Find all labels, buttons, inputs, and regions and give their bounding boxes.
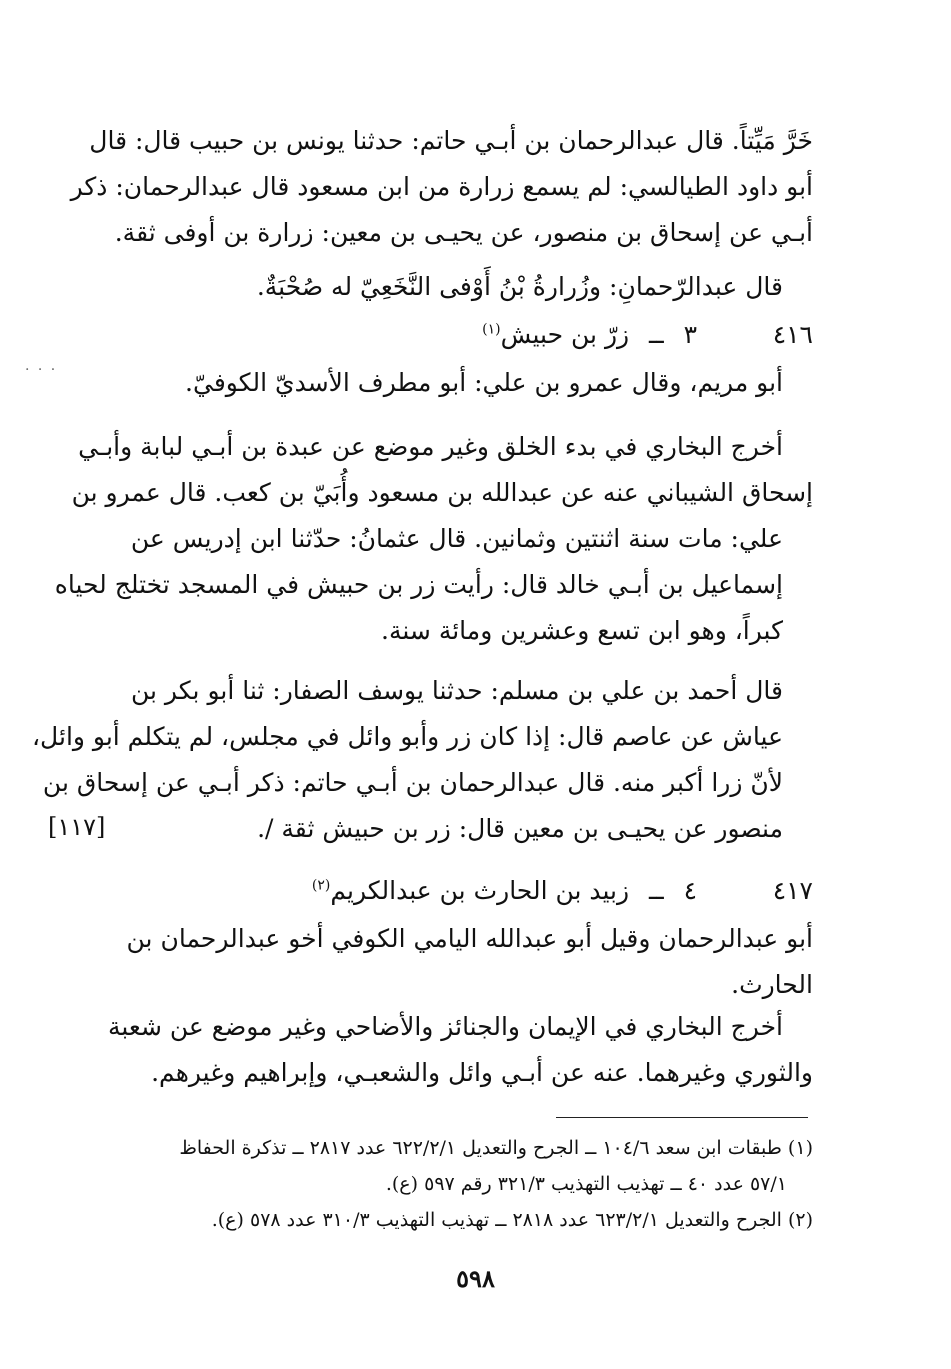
entry-title: زرّ بن حبيش: [500, 320, 630, 349]
zubaid-paragraph: [107, 1004, 813, 1096]
text-line: الحارث.: [731, 970, 813, 999]
intro-paragraph: [70, 118, 813, 256]
note-line: [113, 264, 813, 310]
footnote-divider: [556, 1117, 808, 1118]
entry-heading-417: [113, 868, 813, 914]
text-line: كبراً، وهو ابن تسع وعشرين ومائة سنة.: [381, 616, 783, 645]
entry-order: ٣: [683, 320, 698, 349]
margin-dots: · · ·: [25, 362, 58, 378]
text-line: إسماعيل بن أبـي خالد قال: رأيت زر بن حبيش في المسجد تختلج لحياه: [54, 570, 783, 599]
footnote-2: (٢) الجرح والتعديل ٦٢٣/٢/١ عدد ٢٨١٨ ــ تهذيب التهذيب ٣١٠/٣ عدد ٥٧٨ (ع).: [211, 1209, 813, 1231]
entry-dash: ــ: [649, 876, 664, 905]
footnote-ref: (١): [482, 321, 501, 338]
manuscript-folio-marker: [١١٧]: [48, 813, 106, 841]
zubaid-kunya: [113, 916, 813, 1008]
zirr-paragraph-1: [54, 424, 813, 654]
text-line: منصور عن يحيـى بن معين قال: زر بن حبيش ثقة /.: [257, 814, 783, 843]
text-line: لأنّ زرا أكبر منه. قال عبدالرحمان بن أبـي حاتم: ذكر أبـي عن إسحاق بن: [42, 768, 783, 797]
note-text: قال عبدالرّحمانِ: وزُرارةُ بْنُ أَوْفى النَّخَعِيّ له صُحْبَةٌ.: [256, 272, 783, 301]
text-line: أبو عبدالرحمان وقيل أبو عبدالله اليامي الكوفي أخو عبدالرحمان بن: [126, 924, 813, 953]
footnote-1-line-2: ٥٧/١ عدد ٤٠ ــ تهذيب التهذيب ٣٢١/٣ رقم ٥٩٧ (ع).: [385, 1173, 787, 1195]
entry-number: ٤١٧: [772, 876, 813, 905]
page-number: ٥٩٨: [456, 1264, 495, 1293]
text-line: علي: مات سنة اثنتين وثمانين. قال عثمانُ: حدّثنا ابن إدريس عن: [130, 524, 783, 553]
text-line: أبـي عن إسحاق بن منصور، عن يحيـى بن معين: زرارة بن أوفى ثقة.: [114, 218, 813, 247]
text-line: خَرَّ مَيِّتاً. قال عبدالرحمان بن أبـي حاتم: حدثنا يونس بن حبيب قال: قال: [89, 126, 813, 155]
entry-dash: ــ: [649, 320, 664, 349]
text-line: والثوري وغيرهما. عنه عن أبـي وائل والشعبـي، وإبراهيم وغيرهم.: [151, 1058, 813, 1087]
text-line: قال أحمد بن علي بن مسلم: حدثنا يوسف الصفار: ثنا أبو بكر بن: [131, 676, 783, 705]
zirr-kunya: [113, 360, 813, 406]
footnote-1-line-1: (١) طبقات ابن سعد ١٠٤/٦ ــ الجرح والتعديل ٦٢٢/٢/١ عدد ٢٨١٧ ــ تذكرة الحفاظ: [179, 1137, 813, 1159]
entry-order: ٤: [683, 876, 698, 905]
entry-number: ٤١٦: [772, 320, 813, 349]
footnote-ref: (٢): [311, 877, 331, 894]
text-line: أخرج البخاري في بدء الخلق وغير موضع عن عبدة بن أبـي لبابة وأبـي: [78, 432, 783, 461]
text-line: أبو داود الطيالسي: لم يسمع زرارة من ابن مسعود قال عبدالرحمان: ذكر: [70, 172, 813, 201]
text-line: عياش عن عاصم قال: إذا كان زر وأبو وائل في مجلس، لم يتكلم أبو وائل،: [31, 722, 783, 751]
kunya-text: أبو مريم، وقال عمرو بن علي: أبو مطرف الأسديّ الكوفيّ.: [185, 368, 783, 397]
text-line: أخرج البخاري في الإيمان والجنائز والأضاحي وغير موضع عن شعبة: [107, 1012, 783, 1041]
text-line: إسحاق الشيباني عنه عن عبدالله بن مسعود وأُبَيّ بن كعب. قال عمرو بن: [71, 478, 813, 507]
entry-heading-416: [113, 312, 813, 358]
entry-title: زبيد بن الحارث بن عبدالكريم: [330, 876, 630, 905]
